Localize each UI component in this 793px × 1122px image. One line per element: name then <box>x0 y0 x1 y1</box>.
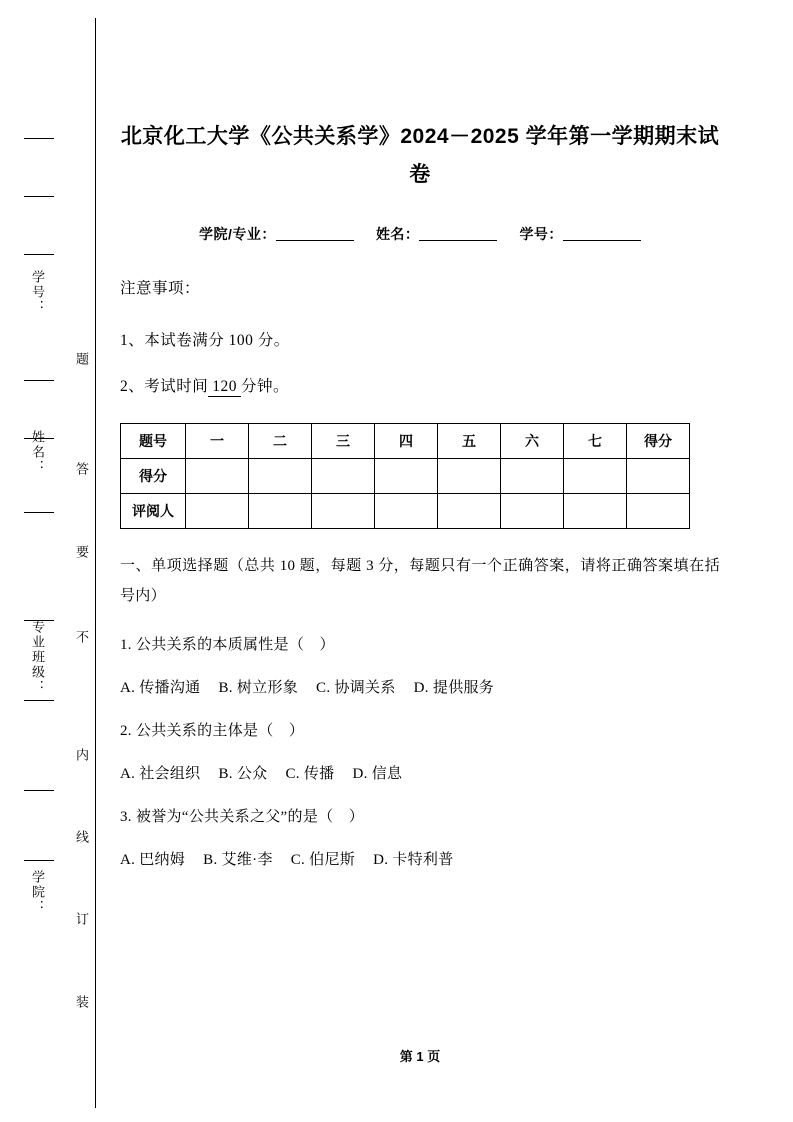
seal-dash <box>24 138 54 139</box>
score-cell: 题号 <box>121 424 186 459</box>
score-cell[interactable] <box>501 459 564 494</box>
score-cell[interactable] <box>375 494 438 529</box>
score-cell[interactable] <box>186 459 249 494</box>
seal-char-da: 答 <box>74 462 89 477</box>
score-cell[interactable] <box>438 459 501 494</box>
score-cell: 四 <box>375 424 438 459</box>
exam-paper-body <box>120 0 720 1122</box>
option-b[interactable]: B. 树立形象 <box>218 680 299 696</box>
notice-item-2-prefix: 2、考试时间 <box>120 378 209 395</box>
score-cell[interactable] <box>564 459 627 494</box>
section-heading-1: 一、单项选择题（总共 10 题，每题 3 分，每题只有一个正确答案，请将正确答案填在括号内） <box>120 558 720 604</box>
seal-dash <box>24 254 54 255</box>
seal-char-xian: 线 <box>74 830 89 845</box>
label-name: 姓名： <box>375 226 420 242</box>
score-cell[interactable] <box>627 494 690 529</box>
page-title: 北京化工大学《公共关系学》2024－2025 学年第一学期期末试卷 <box>120 125 720 186</box>
question-options-2 <box>120 762 720 783</box>
seal-dash <box>24 196 54 197</box>
seal-label-name: 姓名： <box>30 430 45 475</box>
question-stem-2: 2. 公共关系的主体是（ ） <box>120 723 305 739</box>
field-student-id[interactable] <box>563 226 641 241</box>
notice-item-1: 1、本试卷满分 100 分。 <box>120 332 290 349</box>
notice-title: 注意事项： <box>120 280 201 297</box>
score-cell: 得分 <box>121 459 186 494</box>
seal-label-college: 学院： <box>30 870 45 915</box>
option-b[interactable]: B. 艾维·李 <box>203 852 273 868</box>
option-d[interactable]: D. 卡特利普 <box>373 852 454 868</box>
seal-char-ti: 题 <box>74 352 89 367</box>
option-a[interactable]: A. 社会组织 <box>120 766 201 782</box>
option-d[interactable]: D. 提供服务 <box>413 680 495 696</box>
seal-dash <box>24 700 54 701</box>
seal-char-bu: 不 <box>74 630 89 645</box>
score-cell[interactable] <box>249 459 312 494</box>
score-table <box>120 423 690 529</box>
score-cell: 得分 <box>627 424 690 459</box>
seal-label-class: 专业班级： <box>30 620 45 695</box>
table-row <box>121 459 690 494</box>
margin-vertical-rule <box>95 18 96 1108</box>
question-options-1 <box>120 676 720 697</box>
label-department: 学院/专业： <box>199 226 276 242</box>
score-cell[interactable] <box>186 494 249 529</box>
binding-margin <box>0 0 96 1122</box>
table-row <box>121 494 690 529</box>
seal-char-zhuang: 装 <box>74 995 89 1010</box>
option-c[interactable]: C. 传播 <box>285 766 335 782</box>
question-options-3 <box>120 848 720 869</box>
score-cell[interactable] <box>438 494 501 529</box>
seal-char-yao: 要 <box>74 545 89 560</box>
field-name[interactable] <box>419 226 497 241</box>
score-cell[interactable] <box>249 494 312 529</box>
notice-item-2 <box>120 374 720 397</box>
score-cell[interactable] <box>375 459 438 494</box>
table-row <box>121 424 690 459</box>
seal-char-nei: 内 <box>74 748 89 763</box>
notice-item-2-suffix: 分钟。 <box>241 378 290 395</box>
score-cell: 评阅人 <box>121 494 186 529</box>
score-cell[interactable] <box>501 494 564 529</box>
score-cell[interactable] <box>564 494 627 529</box>
field-department[interactable] <box>276 226 354 241</box>
score-cell: 一 <box>186 424 249 459</box>
score-cell: 七 <box>564 424 627 459</box>
option-a[interactable]: A. 传播沟通 <box>120 680 201 696</box>
identity-line <box>120 224 720 244</box>
score-cell: 六 <box>501 424 564 459</box>
question-stem-3: 3. 被誉为“公共关系之父”的是（ ） <box>120 809 365 825</box>
seal-dash <box>24 790 54 791</box>
score-cell: 三 <box>312 424 375 459</box>
option-c[interactable]: C. 伯尼斯 <box>290 852 356 868</box>
score-cell: 五 <box>438 424 501 459</box>
seal-dash <box>24 512 54 513</box>
option-a[interactable]: A. 巴纳姆 <box>120 852 186 868</box>
option-b[interactable]: B. 公众 <box>218 766 268 782</box>
score-cell[interactable] <box>627 459 690 494</box>
seal-char-ding: 订 <box>74 912 89 927</box>
page-footer: 第 1 页 <box>399 1049 441 1064</box>
score-cell: 二 <box>249 424 312 459</box>
seal-dash <box>24 860 54 861</box>
exam-duration-value: 120 <box>208 378 241 397</box>
seal-dash <box>24 380 54 381</box>
score-cell[interactable] <box>312 459 375 494</box>
label-student-id: 学号： <box>519 226 563 242</box>
score-cell[interactable] <box>312 494 375 529</box>
question-stem-1: 1. 公共关系的本质属性是（ ） <box>120 637 335 653</box>
seal-label-student-id: 学号： <box>30 270 45 315</box>
option-d[interactable]: D. 信息 <box>352 766 403 782</box>
option-c[interactable]: C. 协调关系 <box>316 680 396 696</box>
